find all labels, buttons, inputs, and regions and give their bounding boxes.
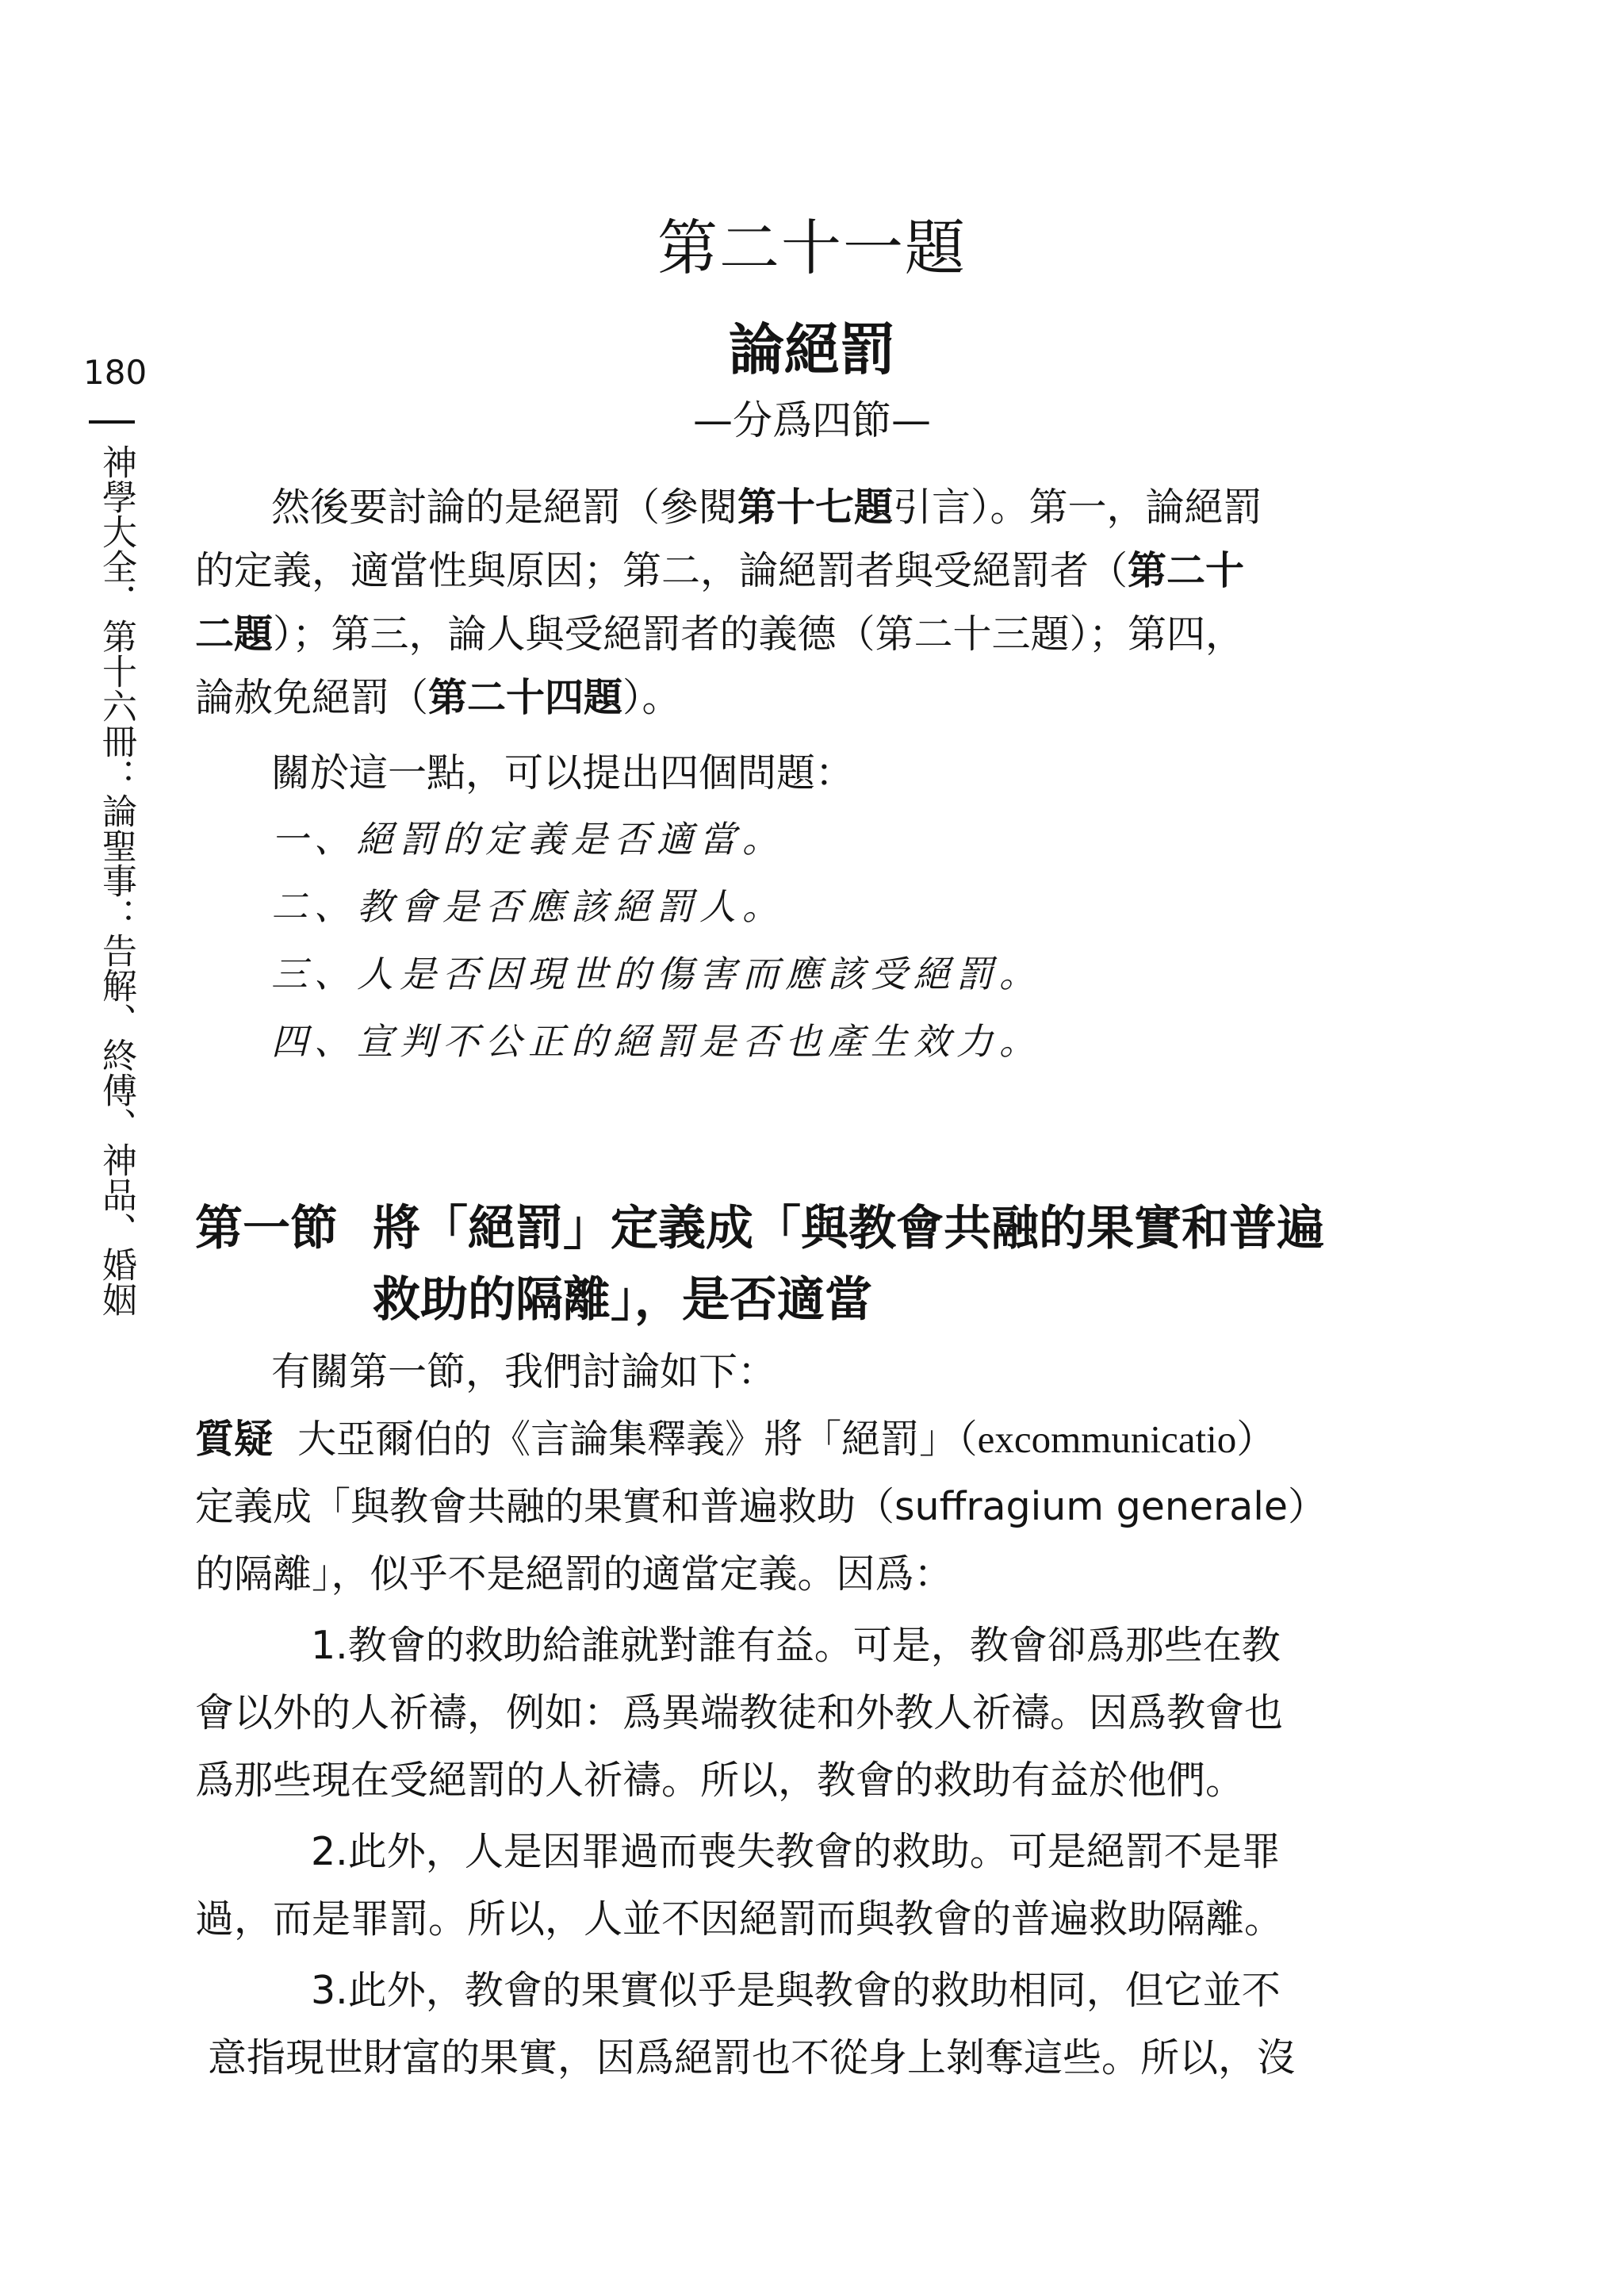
objection-label: 質疑: [195, 1417, 274, 1462]
section-label: 第一節: [195, 1201, 338, 1256]
cross-reference: 第二十: [1128, 548, 1245, 593]
section-title: 救助的隔離」，是否適當: [373, 1272, 872, 1328]
cross-reference: 二題: [195, 612, 274, 657]
margin-rule: [89, 420, 135, 424]
intro-lead: 關於這一點，可以提出四個問題：: [271, 750, 855, 796]
argument-line: 過，而是罪罰。所以，人並不因絕罰而與教會的普遍救助隔離。: [195, 1896, 1284, 1942]
question-title: 論絕罰: [729, 317, 895, 382]
cross-reference: 第十七題: [737, 485, 894, 530]
objection-line: 定義成「與教會共融的果實和普遍救助（suffragium generale）: [195, 1484, 1327, 1529]
argument-line: 意指現世財富的果實，因爲絕罰也不從身上剝奪這些。所以，沒: [208, 2035, 1297, 2080]
question-list-item: 四、宣判不公正的絕罰是否也產生效力。: [271, 1020, 1042, 1063]
question-list-item: 一、絕罰的定義是否適當。: [271, 818, 785, 861]
argument-line: 2.此外，人是因罪過而喪失教會的救助。可是絕罰不是罪: [311, 1829, 1281, 1874]
cross-reference: 第二十四題: [428, 675, 623, 720]
intro-line: 的定義，適當性與原因；第二，論絕罰者與受絕罰者（第二十: [195, 548, 1245, 593]
question-list-item: 二、教會是否應該絕罰人。: [271, 885, 785, 928]
intro-line: 二題）；第三，論人與受絕罰者的義德（第二十三題）；第四，: [195, 612, 1245, 657]
objection-line: 質疑 大亞爾伯的《言論集釋義》將「絕罰」（excommunicatio）: [195, 1417, 1276, 1462]
argument-line: 爲那些現在受絕罰的人祈禱。所以，教會的救助有益於他們。: [195, 1758, 1245, 1803]
page-number: 180: [83, 353, 147, 392]
objection-line: 的隔離」，似乎不是絕罰的適當定義。因爲：: [195, 1551, 953, 1597]
section-title: 將「絕罰」定義成「與教會共融的果實和普遍: [373, 1201, 1324, 1256]
intro-line: 然後要討論的是絕罰（參閱第十七題引言）。第一，論絕罰: [271, 485, 1262, 530]
argument-line: 會以外的人祈禱，例如：爲異端教徒和外教人祈禱。因爲教會也: [195, 1690, 1284, 1735]
question-list-item: 三、人是否因現世的傷害而應該受絕罰。: [271, 953, 1042, 995]
section-lead: 有關第一節，我們討論如下：: [271, 1349, 777, 1394]
running-title: 神學大全．第十六冊：論聖事：告解、終傅、神品、婚姻: [96, 444, 136, 1317]
question-number: 第二十一題: [657, 213, 967, 283]
argument-line: 1.教會的救助給誰就對誰有益。可是，教會卻爲那些在教: [311, 1623, 1281, 1668]
division-note: —分爲四節—: [693, 397, 931, 443]
argument-line: 3.此外，教會的果實似乎是與教會的救助相同，但它並不: [311, 1968, 1281, 2013]
intro-line: 論赦免絕罰（第二十四題）。: [195, 675, 681, 720]
